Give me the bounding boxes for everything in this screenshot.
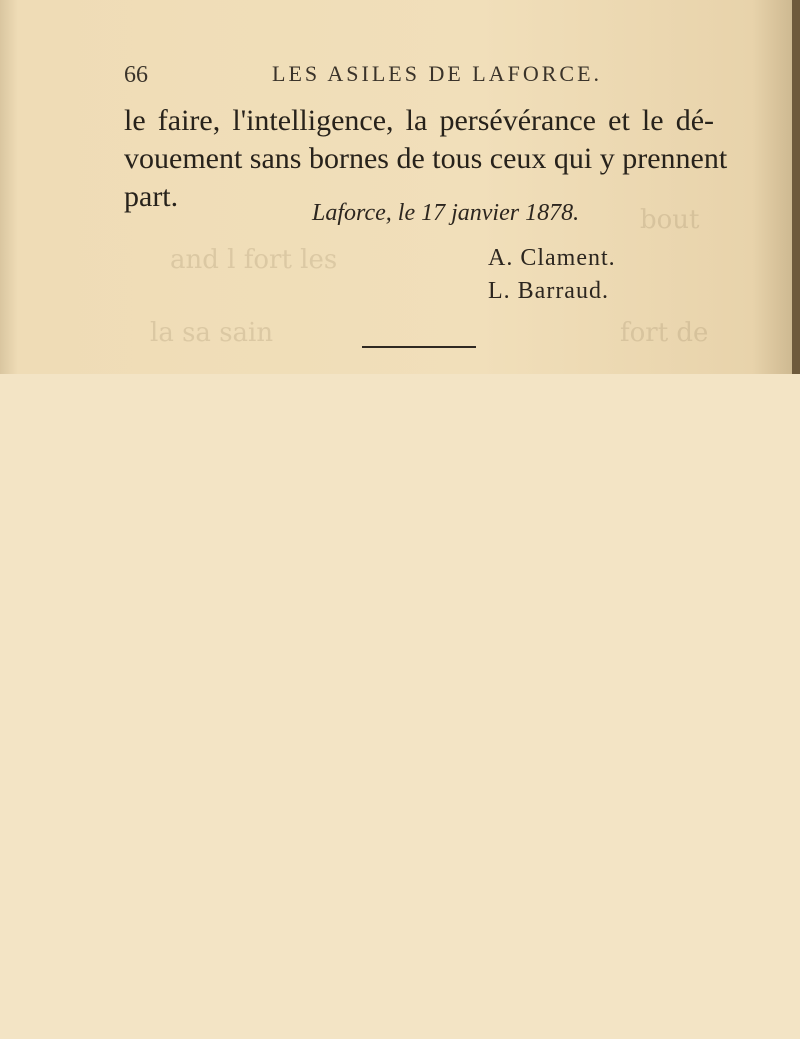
show-through-text: and l fort les: [170, 245, 338, 275]
page-number: 66: [124, 62, 148, 88]
body-paragraph: [124, 102, 728, 216]
show-through-text: bout: [640, 205, 700, 235]
scanned-page: [0, 0, 800, 374]
body-line: le faire, l'intelligence, la persévérance et le dé-: [124, 104, 714, 137]
show-through-text: la sa sain: [150, 318, 274, 348]
show-through-text: fort de: [620, 318, 709, 348]
page-edge: [792, 0, 800, 374]
dateline: Laforce, le 17 janvier 1878.: [312, 200, 580, 226]
end-rule: [362, 346, 476, 348]
running-head: LES ASILES DE LAFORCE.: [272, 61, 603, 86]
signature-barraud: L. Barraud.: [488, 278, 609, 304]
signature-clament: A. Clament.: [488, 245, 616, 271]
body-line: vouement sans bornes de tous ceux qui y prennent: [124, 142, 728, 175]
body-line: part.: [124, 180, 179, 213]
